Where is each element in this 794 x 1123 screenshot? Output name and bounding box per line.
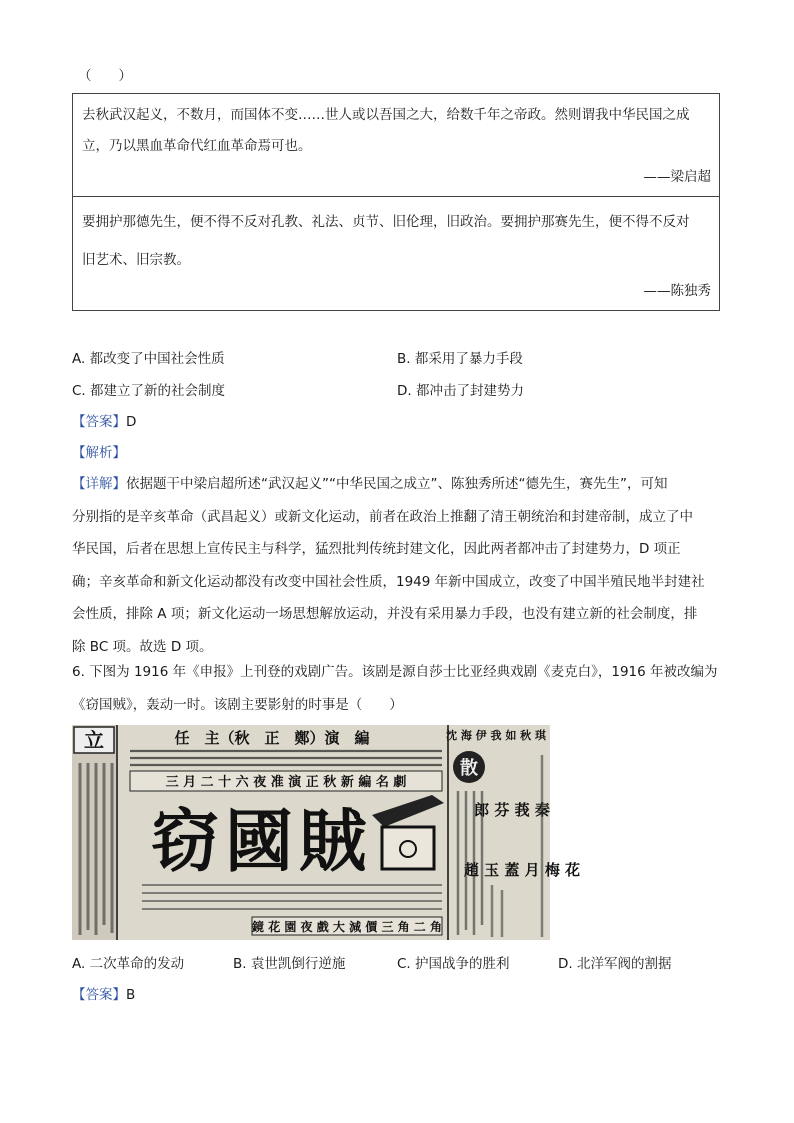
quote-liang-line2: 立，乃以黑血革命代红血革命焉可也。: [82, 138, 312, 154]
q5-detail-line6: 除 BC 项。故选 D 项。: [72, 638, 213, 655]
newspaper-ad-image: [72, 725, 581, 940]
q6-answer: [72, 985, 135, 1005]
q5-option-d: D. 都冲击了封建势力: [397, 383, 524, 399]
newspaper-right-mid: 郎 芬 莪 秦: [474, 801, 550, 819]
newspaper-top-banner: 任 主（秋 正 鄭）演 編: [174, 729, 370, 747]
q5-detail-line4: 确；辛亥革命和新文化运动都没有改变中国社会性质，1949 年新中国成立，改变了中国半殖民地半封建社: [72, 573, 705, 590]
newspaper-right-char: 散: [460, 758, 478, 779]
q5-answer-tag: 【答案】: [72, 414, 126, 430]
newspaper-right-col: 趙 玉 蓋 月 梅 花: [463, 861, 581, 879]
quote-liang-source: ——梁启超: [643, 169, 711, 185]
q5-detail-line3: 华民国，后者在思想上宣传民主与科学，猛烈批判传统封建文化，因此两者都冲击了封建势力，D 项正: [72, 541, 681, 558]
quote-chen-line1: 要拥护那德先生，便不得不反对孔教、礼法、贞节、旧伦理，旧政治。要拥护那赛先生，便不得不反对: [82, 214, 690, 230]
q6-stem-line2: 《窃国贼》，轰动一时。该剧主要影射的时事是（ ）: [72, 696, 403, 713]
question-bracket: （ ）: [78, 68, 132, 84]
newspaper-date-line: 三 月 二 十 六 夜 准 演 正 秋 新 編 名 劇: [165, 775, 407, 790]
q6-option-c: C. 护国战争的胜利: [397, 956, 510, 972]
quote-box-liang: [72, 93, 720, 197]
q6-option-a: A. 二次革命的发动: [72, 956, 185, 972]
q5-detail-tag: 【详解】: [72, 476, 126, 492]
newspaper-headline: 窃國賊: [150, 802, 374, 882]
q5-detail-line5: 会性质，排除 A 项；新文化运动一场思想解放运动，并没有采用暴力手段，也没有建立新的社会制度，排: [72, 606, 698, 623]
q5-answer: [72, 412, 136, 432]
q5-analysis-tag: 【解析】: [72, 445, 126, 461]
quote-chen-line2: 旧艺术、旧宗教。: [82, 252, 190, 268]
q6-option-d: D. 北洋军阀的割据: [558, 956, 672, 972]
newspaper-left-char: 立: [84, 728, 104, 752]
quote-liang-line1: 去秋武汉起义，不数月，而国体不变……世人或以吾国之大，给数千年之帝政。然则谓我中华民国之成: [82, 107, 690, 123]
q5-detail-line1: 【详解】依据题干中梁启超所述“武汉起义”“中华民国之成立”、陈独秀所述“德先生，赛先生”，可知: [72, 476, 668, 492]
q5-option-a: A. 都改变了中国社会性质: [72, 351, 225, 367]
q6-answer-value: B: [126, 987, 136, 1003]
q6-answer-tag: 【答案】: [72, 987, 126, 1003]
q6-stem: [72, 656, 724, 721]
q6-stem-line1: 6. 下图为 1916 年《申报》上刊登的戏剧广告。该剧是源自莎士比亚经典戏剧《麦克白》，1916 年被改编为: [72, 664, 718, 680]
q5-option-b: B. 都采用了暴力手段: [397, 351, 523, 367]
newspaper-right-top: 沈 海 伊 我 如 秋 琪: [446, 729, 546, 742]
q5-detail: [72, 468, 724, 664]
newspaper-bottom-line: 鏡 花 園 夜 戲 大 減 價 三 角 二 角: [252, 920, 442, 934]
quote-box-chen: [72, 197, 720, 311]
newspaper-ad-svg: [72, 725, 581, 940]
q6-option-b: B. 袁世凯倒行逆施: [233, 956, 346, 972]
quote-chen-source: ——陈独秀: [643, 283, 711, 299]
q5-option-c: C. 都建立了新的社会制度: [72, 383, 226, 399]
q5-answer-value: D: [126, 414, 137, 430]
q5-detail-line2: 分别指的是辛亥革命（武昌起义）或新文化运动，前者在政治上推翻了清王朝统治和封建帝制，成立了中: [72, 508, 693, 525]
